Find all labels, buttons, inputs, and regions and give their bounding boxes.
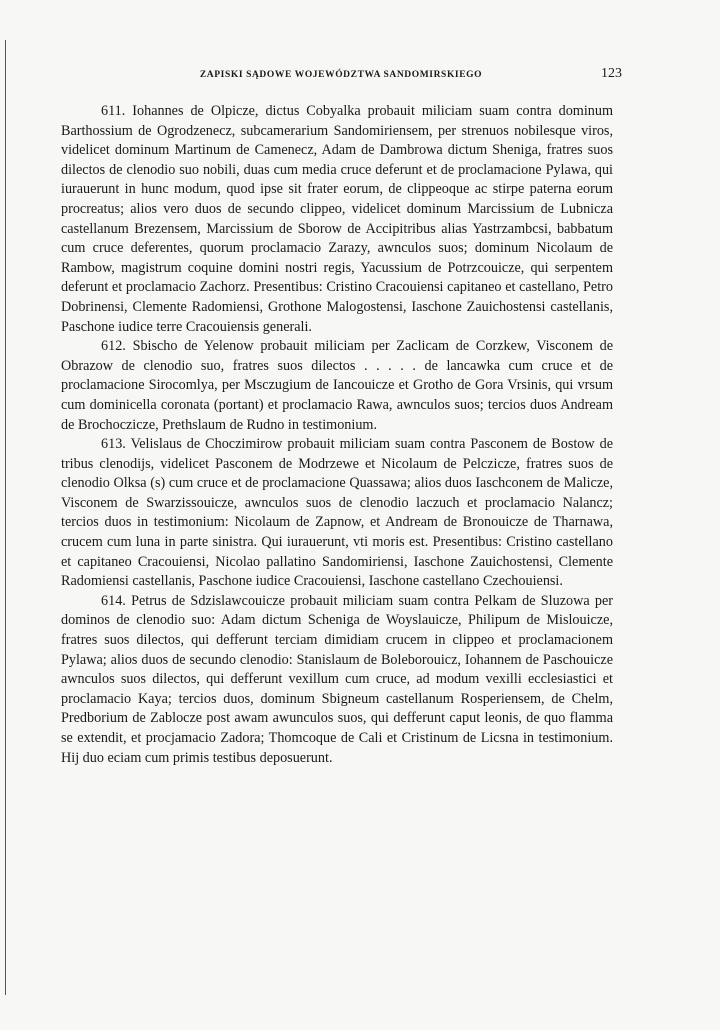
entry-text: Sbischo de Yelenow probauit miliciam per Zaclicam de Corzkew, Visconem de Obrazow de clenodio suo, fratres suos dilectos . . . . . de lancawka cum cruce et de proclamacione Sirocomlya, per Msczugium de Iancouicze et Grotho de Gora Vrsinis, qui vrsum cum dominicella coronata (portant) et proclamacio Rawa, awnculos suos; tercios duos Andream de Brochoczicze, Prethslaum de Rudno in testimonium. xyxy=(61,338,614,433)
entry-612 xyxy=(61,337,613,435)
entry-number: 613. xyxy=(101,436,126,453)
entry-613 xyxy=(61,435,613,592)
entry-text: Velislaus de Choczimirow probauit miliciam suam contra Pasconem de Bostow de tribus clenodijs, videlicet Pasconem de Modrzewe et Nicolaum de Pelczicze, fratres suos de clenodio Olksa (s) cum cruce et de proclamacione Quassawa; alios duos Iaschconem de Malicze, Visconem de Swarzissouicze, awnculos suos de clenodio laczuch et proclamacio Nalancz; tercios duos in testimonium: Nicolaum de Zapnow, et Andream de Bronouicze de Tharnawa, crucem cum luna in parte sinistra. Qui iurauerunt, vti moris est. Presentibus: Cristino castellano et capitaneo Cracouiensi, Nicolao pallatino Sandomiriensi, Iaschone Zauichostensi, Clemente Radomiensi castellanis, Paschone iudice Cracouiensi, Iaschone castellano Czechouiensi. xyxy=(61,436,613,590)
binding-edge-line xyxy=(5,40,6,995)
entry-text: Petrus de Sdzislawcouicze probauit miliciam suam contra Pelkam de Sluzowa per dominos de clenodio suo: Adam dictum Scheniga de Woyslauicze, Philipum de Mislouicze, fratres suos dilectos, qui defferunt terciam dimidiam crucem in clippeo et proclamacionem Pylawa; alios duos de secundo clenodio: Stanislaum de Boleborouicz, Iohannem de Paschouicze awnculos suos dilectos, qui defferunt vexillum cum cruce, ad modum vexilli ecclesiastici et proclamacio Kaya; tercios duos, dominum Sbigneum castellanum Rosperiensem, de Chelm, Predborium de Zablocze post awam awunculos suos, qui defferunt caput leonis, de quo flamma se extendit, et procjamacio Zadora; Thomcoque de Cali et Cristinum de Licsna in testimonium. Hij duo eciam cum primis testibus deposuerunt. xyxy=(61,592,613,766)
entry-text: Iohannes de Olpicze, dictus Cobyalka probauit miliciam suam contra dominum Barthossium de Ogrodzenecz, subcamerarium Sandomiriensem, per strenuos nobilesque viros, videlicet dominum Martinum de Camenecz, Adam de Dambrowa dictum Sheniga, fratres suos dilectos de clenodio suo nobili, duas cum media cruce deferunt et de proclamacione Pylawa, qui iurauerunt in hunc modum, quod ipse sit frater eorum, de clippeoque ac stirpe paterna eorum procreatus; alios vero duos de secundo clippeo, videlicet dominum Marcissium de Lubnicza castellanum Brezensem, Marcissium de Sborow de Accipitribus alias Yastrzambcsi, babbatum cum cruce deferentes, quorum proclamacio Zarazy, awnculos suos; dominum Nicolaum de Rambow, magistrum coquine domini nostri regis, Yacussium de Potrzcouicze, qui serpentem deferunt et proclamacio Zachorz. Presentibus: Cristino Cracouiensi capitaneo et castellano, Petro Dobrinensi, Clemente Radomiensi, Grothone Malogostensi, Iaschone Zauichostensi castellanis, Paschone iudice terre Cracouiensis generali. xyxy=(61,103,613,335)
entry-614 xyxy=(61,592,613,768)
entry-number: 612. xyxy=(101,338,126,355)
entry-number: 611. xyxy=(101,103,126,119)
document-body xyxy=(61,102,613,768)
entry-611 xyxy=(61,102,613,337)
page-header xyxy=(60,66,622,86)
page-number: 123 xyxy=(601,66,622,81)
entry-number: 614. xyxy=(101,592,126,609)
running-head: ZAPISKI SĄDOWE WOJEWÓDZTWA SANDOMIRSKIEGO xyxy=(199,70,483,80)
